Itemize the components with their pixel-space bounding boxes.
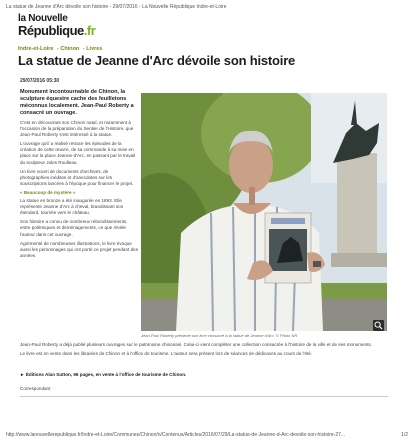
breadcrumb-item-city[interactable]: - Chinon [56,46,80,52]
magnifier-icon [373,320,384,331]
breadcrumb-item-region[interactable]: Indre-et-Loire [18,46,54,52]
article-photo[interactable] [141,93,387,331]
logo-line1: la Nouvelle [18,13,68,24]
paragraph: La statue en bronze a été inaugurée en 1893. Elle représente Jeanne d'Arc à cheval, brandissant son étendard, tournée vers le château. [20,198,124,216]
paragraph: C'est en découvrant son Chinon natal, et notamment à l'occasion de la préparation du Sentier de l'Histoire, que Jean-Paul Roberty s'est intéressé à la statue. [20,120,134,138]
article-body-column [20,120,138,262]
page-url[interactable]: http://www.lanouvellerepublique.fr/Indre-et-Loire/Communes/Chinon/n/Contenus/Articles/2016/07/29/La-statue-de-Jeanne-d-Arc-devoile-son-histoire-27... [6,432,346,438]
logo-name: République [18,23,84,38]
divider [20,396,388,397]
logo-line2 [18,24,148,37]
article-timestamp: 29/07/2016 05:30 [20,78,60,84]
paragraph: L'ouvrage qu'il a réalisé retrace les épisodes de la création de cette œuvre, de sa commande à sa mise en place sur la place Jeanne-d'Arc, en passant par le travail du sculpteur Jules Roulleau. [20,141,136,165]
print-footer [6,432,408,438]
article-body-full [20,342,388,360]
article-author: Correspondant [20,386,51,391]
breadcrumb-item-section[interactable]: - Livres [82,46,103,52]
paragraph: Son histoire a connu de nombreux rebondissements, entre polémiques et déménagements, ce que révèle l'auteur dans cet ouvrage. [20,219,128,237]
paragraph: Jean-Paul Roberty a déjà publié plusieurs ouvrages sur le patrimoine chinonais. Celui-ci vient compléter une collection consacrée à l'histoire de la ville et de ses monuments. [20,342,372,347]
paragraph: Agrémenté de nombreuses illustrations, le livre évoque aussi les personnages qui ont porté ce projet pendant des années. [20,240,138,258]
article-title: La statue de Jeanne d'Arc dévoile son histoire [18,53,296,68]
article-subtitle: « Beaucoup de mystère » [20,189,76,195]
article-lead: Monument incontournable de Chinon, la sculpture équestre cache des feuilletons méconnus localement. Jean-Paul Roberty a consacré un ouvrage. [20,89,134,116]
logo-tld: .fr [83,23,96,38]
print-header: La statue de Jeanne d'Arc dévoile son histoire - 29/07/2016 - La Nouvelle République Indre-et-Loire [6,4,227,10]
paragraph: Le livre est en vente dans les librairies de Chinon et à l'office de tourisme. L'auteur sera présent lors de séances de dédicaces au cours de l'été. [20,351,313,357]
paragraph: Un livre nourri de documents d'archives, de photographies inédites et d'anecdotes sur les souscriptions lancées à l'époque pour financer le projet. [20,168,134,186]
photo-illustration [141,93,387,331]
zoom-button[interactable] [373,320,384,331]
photo-caption: Jean-Paul Roberty présente son livre consacré à la statue de Jeanne d'Arc. © Photo NR [141,333,298,338]
breadcrumb [18,46,104,52]
page-number: 1/2 [401,432,408,438]
practical-info: ► Éditions Alan Sutton, 96 pages, en vente à l'office de tourisme de Chinon. [20,372,187,377]
site-logo[interactable] [18,14,148,38]
